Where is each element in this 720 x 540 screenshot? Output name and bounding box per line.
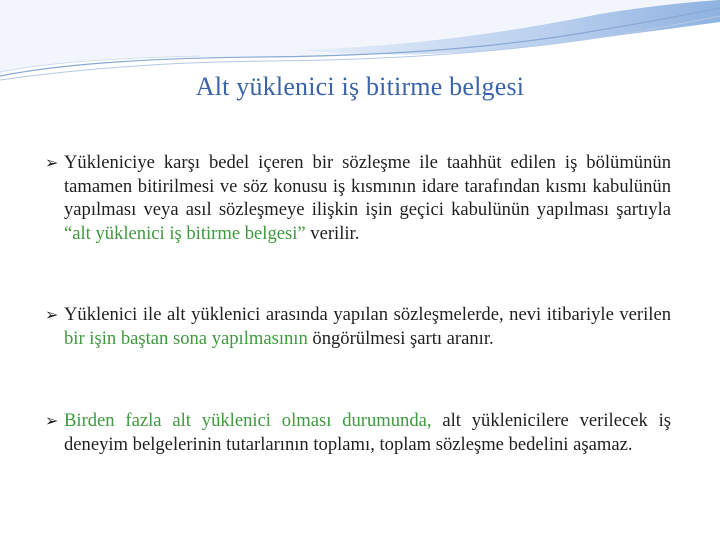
arrowhead-bullet-icon: ➢ <box>45 153 59 172</box>
bullet-segment: verilir. <box>305 222 360 244</box>
bullet-highlight: bir işin baştan sona yapılmasının <box>64 327 308 349</box>
bullet-item <box>45 151 671 245</box>
bullet-segment: Yükleniciye karşı bedel içeren bir sözleşme ile taahhüt edilen iş bölümünün tamamen bitirilmesi ve söz konusu iş kısmının idare tarafından kısmı kabulünün yapılması veya asıl sözleşmeye ilişkin işin geçici kabulünün yapılması şartıyla <box>64 152 671 221</box>
bullet-segment: öngörülmesi şartı aranır. <box>307 327 494 349</box>
bullet-text <box>64 409 671 456</box>
bullet-text <box>64 151 671 245</box>
slide-title: Alt yüklenici iş bitirme belgesi <box>195 72 525 101</box>
arrowhead-bullet-icon: ➢ <box>45 411 59 430</box>
bullet-text <box>64 303 671 350</box>
bullet-segment: alt yüklenicilere verilecek iş deneyim belgelerinin tutarlarının toplamı, toplam sözleşme bedelini aşamaz. <box>64 410 671 455</box>
bullet-highlight: “alt yüklenici iş bitirme belgesi” <box>64 222 306 244</box>
arrowhead-bullet-icon: ➢ <box>45 305 59 324</box>
bullet-item <box>45 303 671 350</box>
bullet-item <box>45 409 671 456</box>
bullet-highlight: Birden fazla alt yüklenici olması durumunda, <box>64 410 432 431</box>
bullet-segment: Yüklenici ile alt yüklenici arasında yapılan sözleşmelerde, nevi itibariyle verilen <box>64 304 671 325</box>
